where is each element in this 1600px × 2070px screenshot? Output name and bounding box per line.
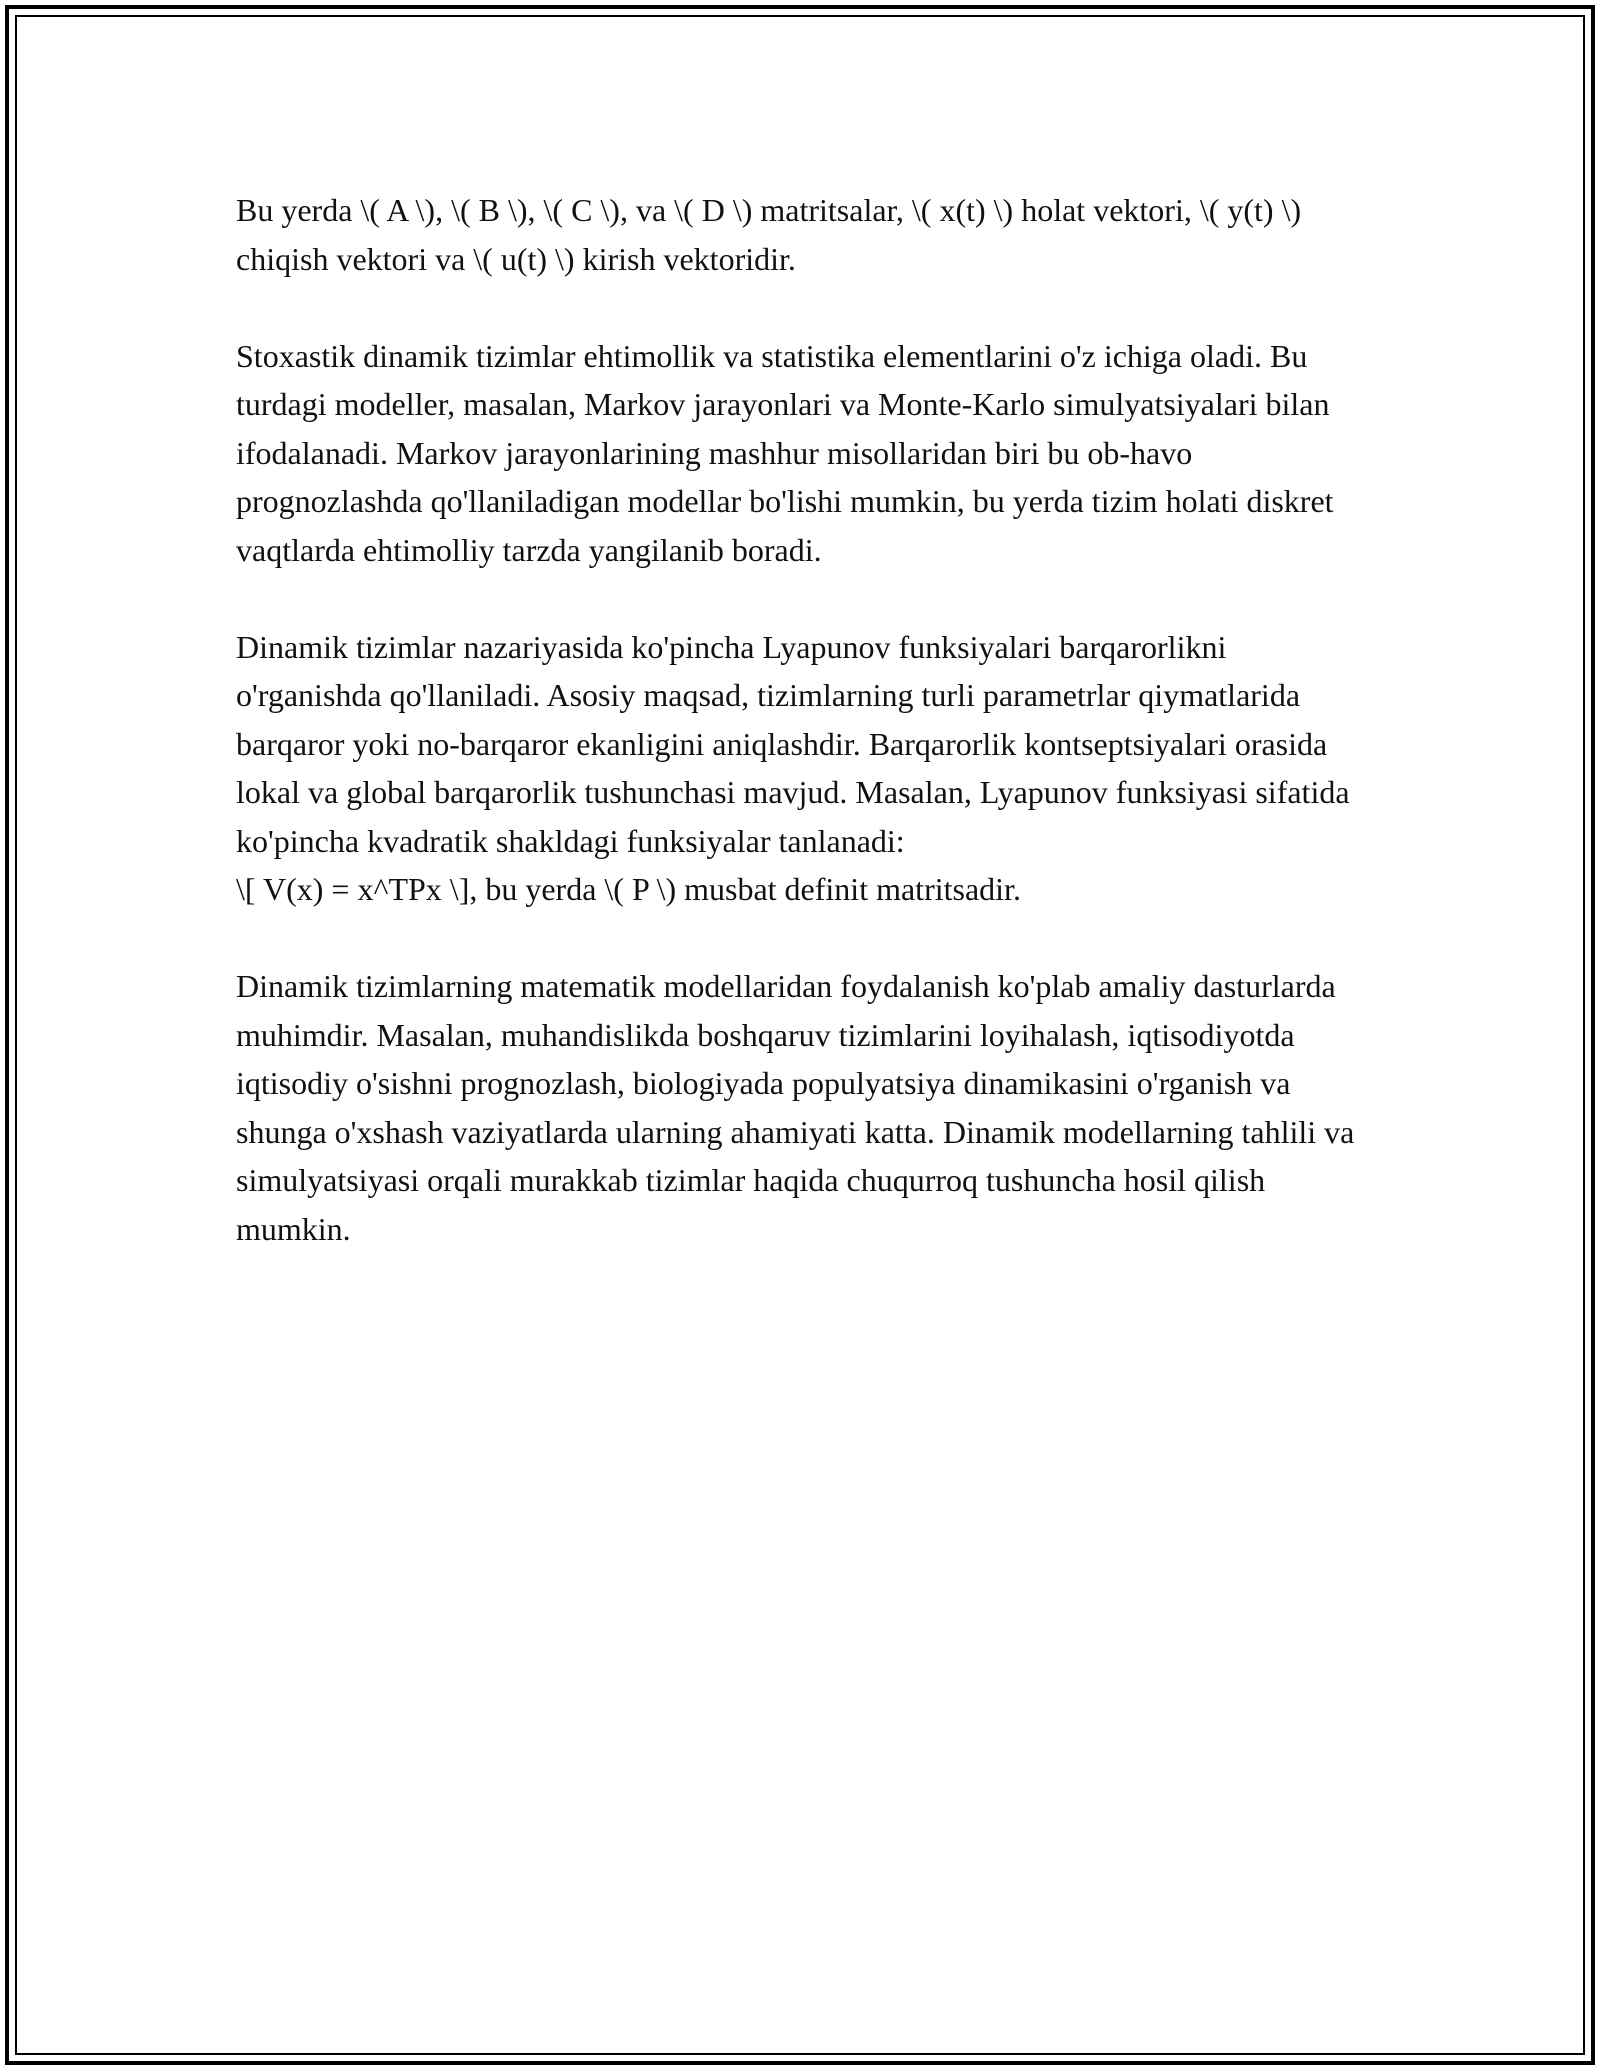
paragraph-applications: Dinamik tizimlarning matematik modellaridan foydalanish ko'plab amaliy dasturlarda muhimdir. Masalan, muhandislikda boshqaruv tizimlarini loyihalash, iqtisodiyotda iqtisodiy o'sishni prognozlash, biologiyada populyatsiya dinamikasini o'rganish va shunga o'xshash vaziyatlarda ularning ahamiyati katta. Dinamik modellarning tahlili va simulyatsiyasi orqali murakkab tizimlar haqida chuqurroq tushuncha hosil qilish mumkin. [236,968,1355,1247]
paragraph-stochastic-systems: Stoxastik dinamik tizimlar ehtimollik va statistika elementlarini o'z ichiga oladi. Bu turdagi modeller, masalan, Markov jarayonlari va Monte-Karlo simulyatsiyalari bilan ifodalanadi. Markov jarayonlarining mashhur misollaridan biri bu ob-havo prognozlashda qo'llaniladigan modellar bo'lishi mumkin, bu yerda tizim holati diskret vaqtlarda ehtimolliy tarzda yangilanib boradi. [236,337,1334,568]
document-body [236,186,1366,1253]
paragraph-state-space-definitions: Bu yerda \( A \), \( B \), \( C \), va \( D \) matritsalar, \( x(t) \) holat vektori, \( y(t) \) chiqish vektori va \( u(t) \) kirish vektoridir. [236,192,1302,277]
lyapunov-formula: \[ V(x) = x^TPx \], bu yerda \( P \) musbat definit matritsadir. [236,871,1021,907]
paragraph-lyapunov-text: Dinamik tizimlar nazariyasida ko'pincha Lyapunov funksiyalari barqarorlikni o'rganishda qo'llaniladi. Asosiy maqsad, tizimlarning turli parametrlar qiymatlarida barqaror yoki no-barqaror ekanligini aniqlashdir. Barqarorlik kontseptsiyalari orasida lokal va global barqarorlik tushunchasi mavjud. Masalan, Lyapunov funksiyasi sifatida ko'pincha kvadratik shakldagi funksiyalar tanlanadi: [236,628,1350,859]
paragraph-lyapunov-stability [236,623,1366,914]
